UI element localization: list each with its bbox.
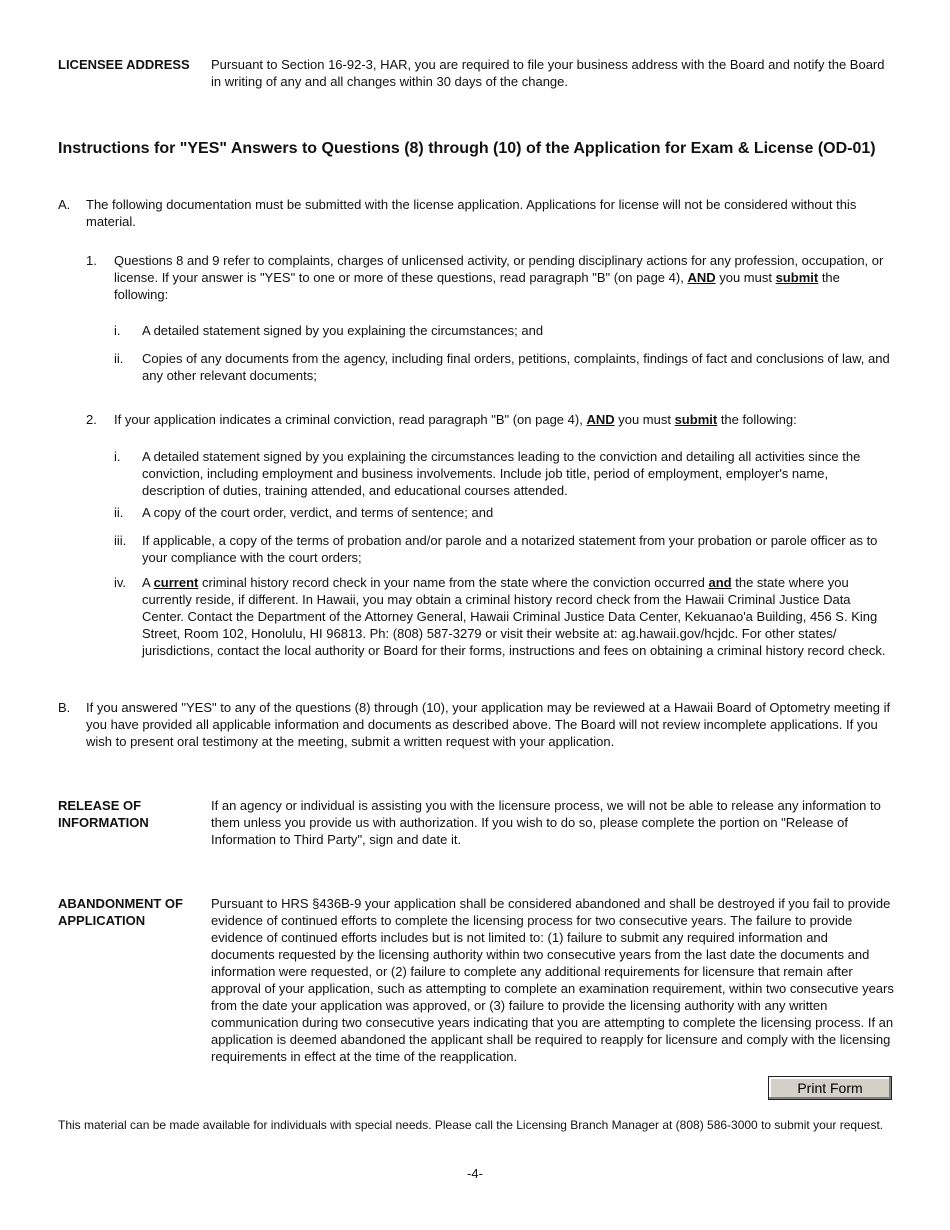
section-a-text: The following documentation must be submitted with the license application. Applications for license will not be considered without this material.: [86, 197, 857, 229]
abandonment-label-line1: ABANDONMENT OF: [58, 896, 183, 911]
section-b-text: If you answered "YES" to any of the questions (8) through (10), your application may be reviewed at a Hawaii Board of Optometry meeting if you have provided all applicable information and documents as described above. The Board will not review incomplete applications. If you wish to present oral testimony at the meeting, submit a written request with your application.: [86, 700, 891, 749]
item-2-text-part3: the following:: [717, 412, 797, 427]
item-2-marker: 2.: [86, 412, 97, 427]
sub-iv-part2: criminal history record check in your name from the state where the conviction occurred: [198, 575, 709, 590]
item-2-sub-iv-marker: iv.: [114, 575, 127, 590]
item-2-sub-i-text: A detailed statement signed by you explaining the circumstances leading to the conviction and detailing all activities since the conviction, including employment and business involvements. Include job title, period of employment, employer's name, description of duties, training attended, and educational courses attended.: [142, 449, 861, 498]
print-form-button[interactable]: Print Form: [768, 1076, 892, 1100]
licensee-address-text: Pursuant to Section 16-92-3, HAR, you are required to file your business address with the Board and notify the Board in writing of any and all changes within 30 days of the change.: [211, 57, 885, 89]
item-1-sub-i-marker: i.: [114, 323, 121, 338]
item-1-text-part1: Questions 8 and 9 refer to complaints, charges of unlicensed activity, or pending disciplinary actions for any profession, occupation, or license. If your answer is "YES" to one or more of these questions, read paragraph "B" (on page 4),: [114, 253, 884, 285]
current-emphasis: current: [153, 575, 199, 590]
hcjdc-website-link[interactable]: ag.hawaii.gov/hcjdc: [621, 626, 735, 641]
item-2-sub-iv-text: [142, 574, 894, 659]
sub-iv-part1: A: [142, 575, 154, 590]
release-label-line2: INFORMATION: [58, 815, 149, 830]
item-2-text-part2: you must: [614, 412, 675, 427]
item-1-text-part3: the following:: [114, 270, 840, 302]
release-third-party-link[interactable]: Release of Information to Third Party: [211, 815, 848, 847]
abandonment-label: [58, 895, 183, 929]
item-2-and-emphasis: AND: [586, 412, 615, 427]
item-2-sub-iii-text: If applicable, a copy of the terms of probation and/or parole and a notarized statement from your probation or parole officer as to your compliance with the court orders;: [142, 533, 878, 565]
item-2-sub-iii-marker: iii.: [114, 533, 127, 548]
section-a-marker: A.: [58, 197, 71, 212]
item-2-sub-i-marker: i.: [114, 449, 121, 464]
item-1-text-part2: you must: [715, 270, 776, 285]
licensee-address-label: LICENSEE ADDRESS: [58, 57, 190, 72]
item-1-text: [114, 252, 894, 303]
release-of-information-text: [211, 797, 894, 848]
item-1-submit-emphasis: submit: [775, 270, 819, 285]
abandonment-label-line2: APPLICATION: [58, 913, 146, 928]
page-number: -4-: [467, 1166, 483, 1181]
and-emphasis: and: [708, 575, 732, 590]
item-2-sub-ii-marker: ii.: [114, 505, 124, 520]
sub-iv-part3: the state where you currently reside, if different. In Hawaii, you may obtain a criminal history record check from the Hawaii Criminal Justice Data Center. Contact the Department of the Attorney General, Hawaii Criminal Justice Data Center, Kekuanao'a Building, 456 S. King Street, Room 102, Honolulu, HI 96813. Ph: (808) 587-3279 or visit their website at:: [142, 575, 878, 641]
special-needs-note: This material can be made available for individuals with special needs. Please call the Licensing Branch Manager at (808) 586-3000 to submit your request.: [58, 1118, 884, 1132]
item-1-sub-i-text: A detailed statement signed by you explaining the circumstances; and: [142, 323, 544, 338]
item-1-marker: 1.: [86, 253, 97, 268]
release-text-part1: If an agency or individual is assisting you with the licensure process, we will not be able to release any information to them unless you provide us with authorization. If you wish to do so, please complete the portion on ": [211, 798, 881, 830]
section-b-marker: B.: [58, 700, 71, 715]
item-2-text-part1: If your application indicates a criminal conviction, read paragraph "B" (on page 4),: [114, 412, 587, 427]
item-2-text: [114, 411, 894, 428]
release-label-line1: RELEASE OF: [58, 798, 142, 813]
item-2-submit-emphasis: submit: [674, 412, 718, 427]
item-1-and-emphasis: AND: [687, 270, 716, 285]
release-of-information-label: [58, 797, 149, 831]
release-text-part2: ", sign and date it.: [357, 832, 462, 847]
abandonment-text: Pursuant to HRS §436B-9 your application shall be considered abandoned and shall be destroyed if you fail to provide evidence of continued efforts to complete the licensing process for two consecutive years. The failure to provide evidence of continued efforts includes but is not limited to: (1) failure to submit any required information and documents requested by the licensing authority within two consecutive years from the last date the documents and information were requested, or (2) failure to complete any additional requirements for licensure that remain after approval of your application, such as attempting to complete an examination requirement, within two consecutive years from the date your application was approved, or (3) failure to provide the licensing authority with any written communication during two consecutive years indicating that you are attempting to complete the licensing process. If an application is deemed abandoned the applicant shall be required to reapply for licensure and comply with the licensing requirements in effect at the time of the reapplication.: [211, 896, 894, 1064]
item-1-sub-ii-marker: ii.: [114, 351, 124, 366]
item-1-sub-ii-text: Copies of any documents from the agency, including final orders, petitions, complaints, findings of fact and conclusions of law, and any other relevant documents;: [142, 351, 890, 383]
sub-iv-part4: . For other states/ jurisdictions, contact the local authority or Board for their forms, instructions and fees on obtaining a criminal history record check.: [142, 626, 886, 658]
instructions-heading: Instructions for "YES" Answers to Questions (8) through (10) of the Application for Exam & License (OD-01): [58, 140, 876, 157]
item-2-sub-ii-text: A copy of the court order, verdict, and terms of sentence; and: [142, 505, 494, 520]
